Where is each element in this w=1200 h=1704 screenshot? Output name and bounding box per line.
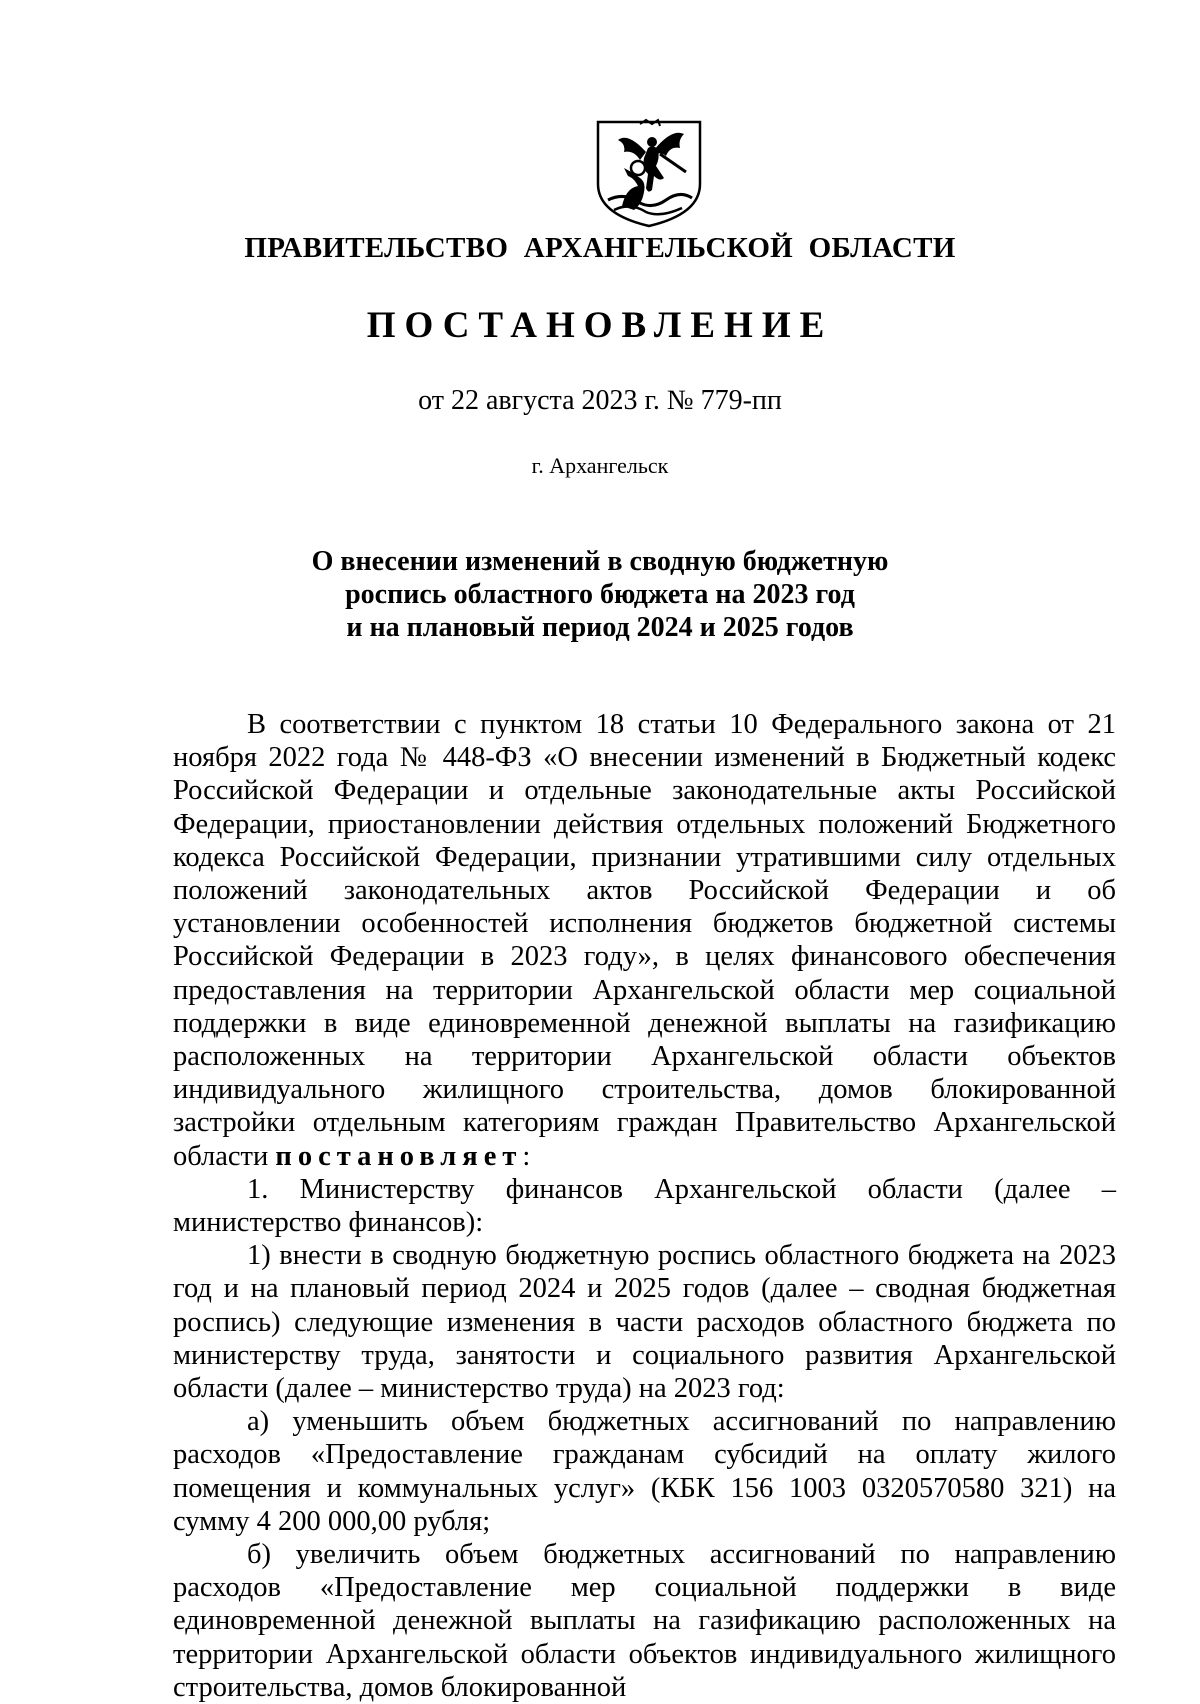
- subject-line: роспись областного бюджета на 2023 год: [345, 579, 855, 610]
- item-a-paragraph: а) уменьшить объем бюджетных ассигнований по направлению расходов «Предоставление гражданам субсидий на оплату жилого помещения и коммунальных услуг» (КБК 156 1003 0320570580 321) на сумму 4 200 000,00 рубля;: [173, 1406, 1116, 1537]
- document-type-title: ПОСТАНОВЛЕНИЕ: [366, 305, 834, 346]
- item-1-paragraph: 1. Министерству финансов Архангельской области (далее – министерство финансов):: [173, 1173, 1116, 1239]
- decree-colon: :: [522, 1140, 531, 1172]
- coat-of-arms-icon: [594, 118, 704, 230]
- document-subject: [300, 545, 900, 644]
- document-place: г. Архангельск: [531, 453, 669, 478]
- item-b-paragraph: б) увеличить объем бюджетных ассигнований по направлению расходов «Предоставление мер социальной поддержки в виде единовременной денежной выплаты на газификацию расположенных на территории Архангельской области объектов индивидуального жилищного строительства, домов блокированной: [173, 1539, 1116, 1703]
- document-body: [173, 708, 1116, 1704]
- subject-line: О внесении изменений в сводную бюджетную: [311, 546, 889, 577]
- intro-paragraph: [173, 708, 1116, 1173]
- intro-text: В соответствии с пунктом 18 статьи 10 Федерального закона от 21 ноября 2022 года № 448-ФЗ «О внесении изменений в Бюджетный кодекс Российской Федерации и отдельные законодательные акты Российской Федерации, приостановлении действия отдельных положений Бюджетного кодекса Российской Федерации, признании утратившими силу отдельных положений законодательных актов Российской Федерации и об установлении особенностей исполнения бюджетов бюджетной системы Российской Федерации в 2023 году», в целях финансового обеспечения предоставления на территории Архангельской области мер социальной поддержки в виде единовременной денежной выплаты на газификацию расположенных на территории Архангельской области объектов индивидуального жилищного строительства, домов блокированной застройки отдельным категориям граждан Правительство Архангельской области: [173, 709, 1116, 1172]
- document-date-number: от 22 августа 2023 г. № 779-пп: [418, 385, 782, 416]
- government-name: ПРАВИТЕЛЬСТВО АРХАНГЕЛЬСКОЙ ОБЛАСТИ: [244, 232, 956, 264]
- subject-line: и на плановый период 2024 и 2025 годов: [346, 612, 854, 643]
- decree-word: постановляет: [275, 1140, 523, 1172]
- item-1-1-paragraph: 1) внести в сводную бюджетную роспись областного бюджета на 2023 год и на плановый период 2024 и 2025 годов (далее – сводная бюджетная роспись) следующие изменения в части расходов областного бюджета по министерству труда, занятости и социального развития Архангельской области (далее – министерство труда) на 2023 год:: [173, 1240, 1116, 1405]
